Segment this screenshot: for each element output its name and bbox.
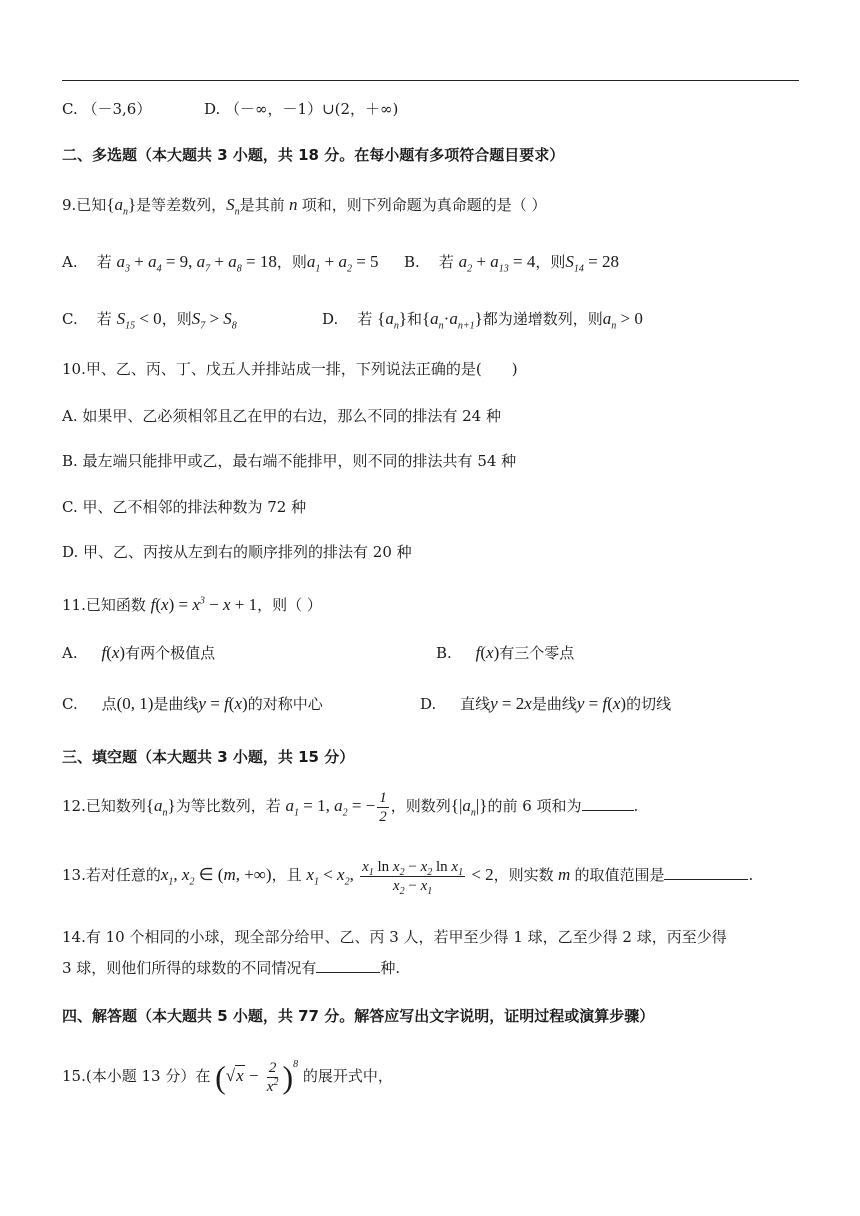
q14-line-1: 14.有 10 个相同的小球，现全部分给甲、乙、丙 3 人，若甲至少得 1 球，乙至少得 2 球，丙至少得 [62,928,727,946]
q10-option-c: C. 甲、乙不相邻的排法种数为 72 种 [62,498,307,516]
header-rule [62,80,799,81]
section-3-heading: 三、填空题（本大题共 3 小题，共 15 分） [62,748,355,766]
q11-options-cd [62,693,671,715]
q11-function: $f(x) = x^3 - x + 1$ [150,595,258,614]
q14-line-2: 3 球，则他们所得的球数的不同情况有 种. [62,959,401,977]
q8-option-d: D. （－∞，－1）∪(2，＋∞) [204,100,399,118]
q12-answer-blank[interactable] [582,796,634,811]
q10-stem: 10.甲、乙、丙、丁、戊五人并排站成一排，下列说法正确的是( ) [62,360,518,378]
q13-stem: 13.若对任意的$x_1$, $x_2$ ∈ (m, +∞)，且 $x_1 < x_2$, $\frac{x_1 \ln x_2 - x_2 \ln x_1}{x_2 - x_1}$ < 2，则实数 m 的取值范围是 . [62,858,754,897]
q11-stem: 11.已知函数 $f(x) = x^3 - x + 1$，则（ ） [62,595,322,614]
q11-options-ab [62,642,574,664]
q12-stem: 12.已知数列$\{a_n\}$为等比数列，若 $a_1 = 1$, $a_2$ = − $\frac{1}{2}$ ，则数列$\{|a_n|\}$的前 6 项和为 . [62,789,639,825]
q15-binomial: (√x − $\frac{2}{x^2}$ )$^8$ [215,1059,299,1096]
q9-options-ab [62,251,619,273]
section-2-heading: 二、多选题（本大题共 3 小题，共 18 分。在每小题有多项符合题目要求） [62,146,565,164]
section-4-heading: 四、解答题（本大题共 5 小题，共 77 分。解答应写出文字说明，证明过程或演算步骤） [62,1007,655,1025]
q11-option-b: B. f(x)有三个零点 [436,643,575,662]
q8-options [62,98,398,120]
q10-option-d: D. 甲、乙、丙按从左到右的顺序排列的排法有 20 种 [62,543,412,561]
q15-stem: 15.(本小题 13 分）在 (√x − $\frac{2}{x^2}$ )$^8$ 的展开式中， [62,1059,393,1096]
q9-option-c: C. 若 $S_{15} < 0$，则$S_7 > S_8$ [62,309,237,332]
q9-option-d: D. 若 $\{a_n\}$和$\{a_n\cdot a_{n+1}\}$都为递增数列，则$a_n > 0$ [322,309,643,332]
q11-option-a: A. f(x)有两个极值点 [62,643,216,662]
q13-answer-blank[interactable] [664,865,748,880]
q9-stem: 9.已知$\{a_n\}$是等差数列，$S_n$是其前 n 项和，则下列命题为真命题的是（ ） [62,195,547,218]
q11-option-d: D. 直线y = 2x是曲线y = f(x)的切线 [420,694,672,713]
q9-option-b: B. 若 $a_2 + a_{13} = 4$，则$S_{14} = 28$ [404,252,619,275]
q10-option-b: B. 最左端只能排甲或乙，最右端不能排甲，则不同的排法共有 54 种 [62,452,517,470]
q9-seq: $\{a_n\}$ [106,195,137,218]
q11-option-c: C. 点(0, 1)是曲线y = f(x)的对称中心 [62,694,323,713]
q9-options-cd [62,308,643,330]
q10-option-a: A. 如果甲、乙必须相邻且乙在甲的右边，那么不同的排法有 24 种 [62,407,501,425]
q9-option-a: A. 若 $a_3 + a_4 = 9$, $a_7 + a_8 = 18$，则$a_1 + a_2 = 5$ [62,252,379,275]
q14-answer-blank[interactable] [316,958,380,973]
q8-option-c: C. （－3,6） [62,100,152,118]
